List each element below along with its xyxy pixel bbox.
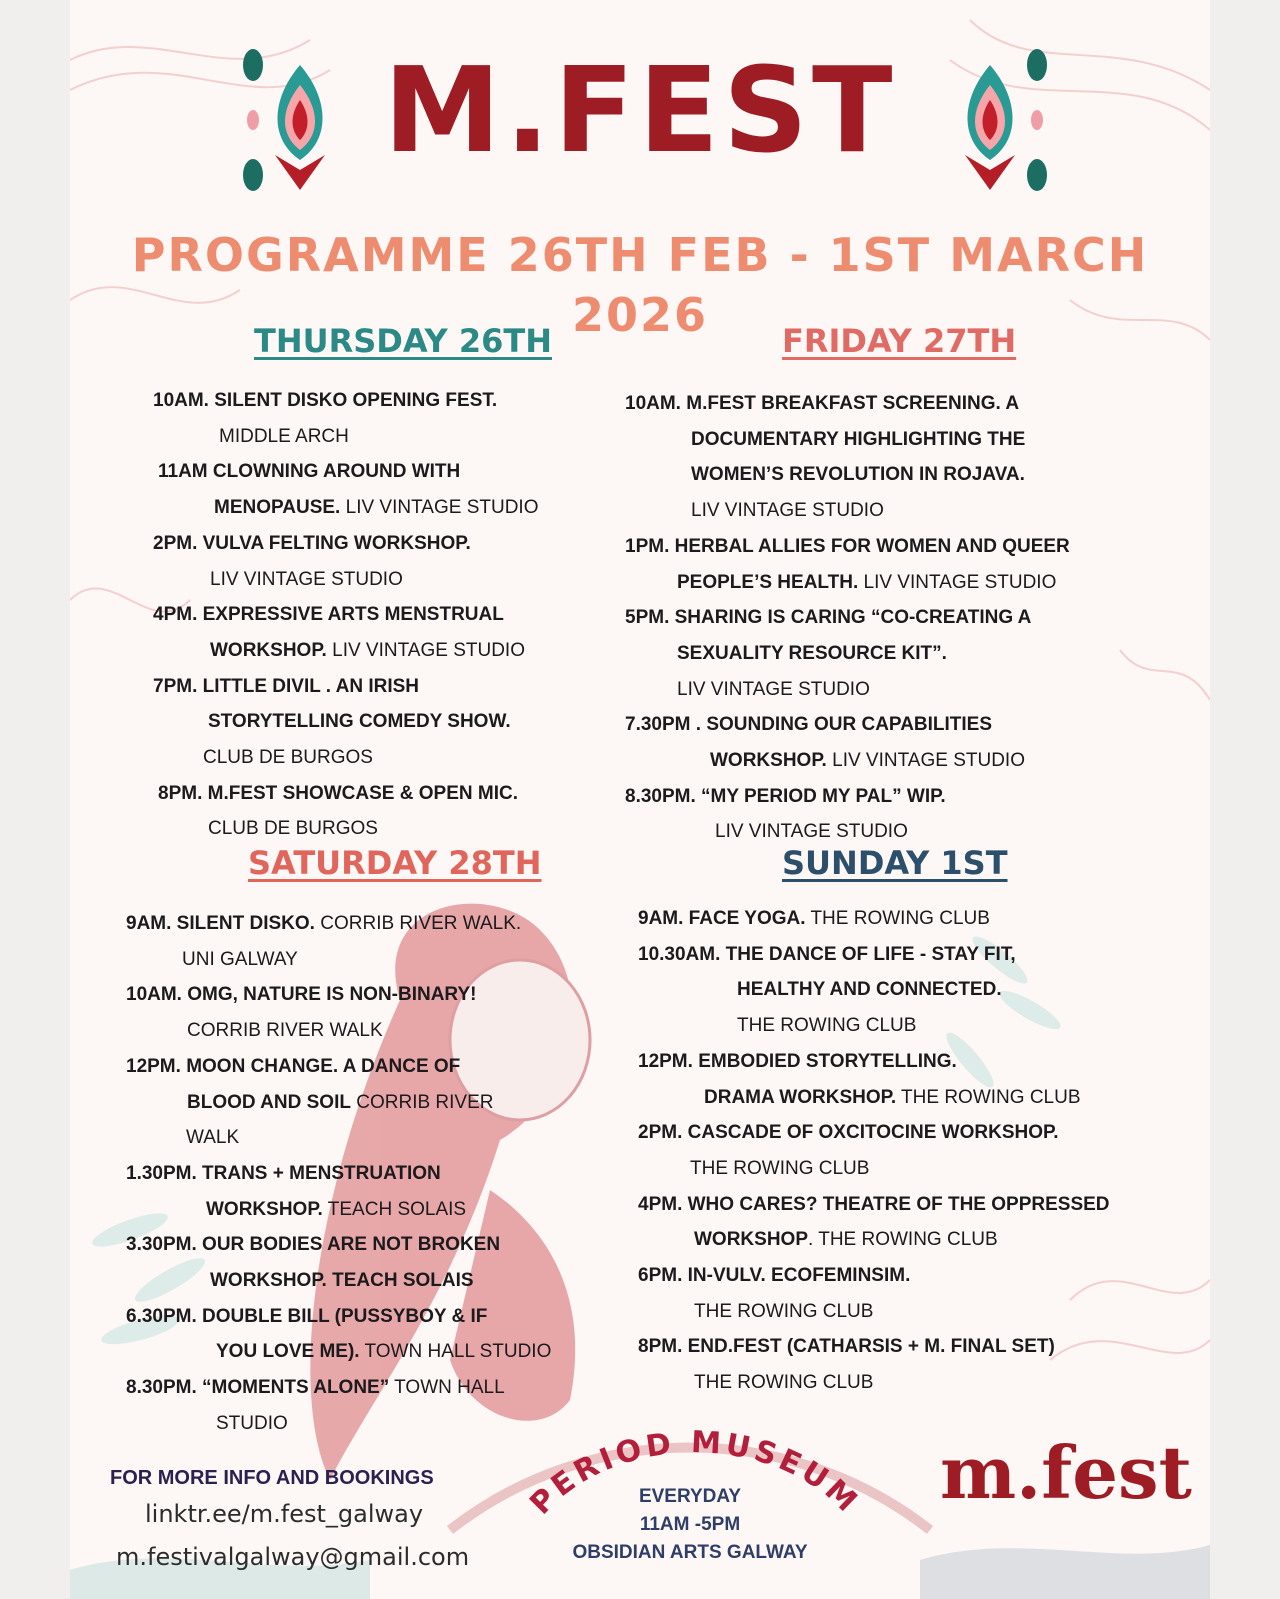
- event-line: [126, 1156, 551, 1192]
- event-item: [638, 1044, 1110, 1115]
- linktree-link[interactable]: linktr.ee/m.fest_galway: [145, 1500, 424, 1528]
- period-museum-info: [540, 1483, 840, 1567]
- event-line: [638, 1222, 1110, 1258]
- event-title: 6PM. IN-VULV. ECOFEMINSIM.: [638, 1265, 911, 1287]
- event-venue: LIV VINTAGE STUDIO: [715, 821, 908, 843]
- event-line: [638, 1365, 1110, 1401]
- event-venue: CLUB DE BURGOS: [203, 747, 373, 769]
- event-item: [625, 529, 1070, 600]
- event-line: [153, 383, 538, 419]
- event-item: [126, 1227, 551, 1298]
- event-title: 9AM. FACE YOGA.: [638, 908, 806, 929]
- event-line: [126, 1299, 551, 1335]
- event-item: [625, 600, 1070, 707]
- event-venue: CORRIB RIVER: [350, 1091, 494, 1113]
- sunday-events: [638, 901, 1110, 1401]
- event-line: [625, 457, 1070, 493]
- event-venue: THE ROWING CLUB: [805, 908, 990, 929]
- event-line: [638, 1151, 1110, 1187]
- event-title: PEOPLE’S HEALTH.: [677, 571, 859, 593]
- event-line: [638, 1008, 1110, 1044]
- event-line: [153, 597, 538, 633]
- event-item: [153, 669, 538, 776]
- event-line: [638, 937, 1110, 973]
- event-title: 9AM. SILENT DISKO.: [126, 913, 315, 934]
- event-venue: MIDDLE ARCH: [219, 425, 349, 447]
- event-title: 8PM. END.FEST (CATHARSIS + M. FINAL SET): [638, 1336, 1055, 1358]
- event-title: BLOOD AND SOIL: [187, 1091, 351, 1113]
- event-line: [638, 972, 1110, 1008]
- day-heading-sunday: SUNDAY 1ST: [782, 844, 1008, 882]
- event-line: [153, 562, 538, 598]
- event-title: WORKSHOP.: [710, 750, 827, 772]
- event-item: [126, 1370, 551, 1441]
- event-line: [153, 490, 538, 526]
- event-item: [126, 1299, 551, 1370]
- event-item: [625, 707, 1070, 778]
- event-title: 12PM. MOON CHANGE. A DANCE OF: [126, 1055, 461, 1077]
- day-heading-friday: FRIDAY 27TH: [782, 322, 1017, 360]
- museum-location: OBSIDIAN ARTS GALWAY: [572, 1542, 808, 1563]
- event-line: [126, 977, 551, 1013]
- event-line: [153, 669, 538, 705]
- event-line: [638, 901, 1110, 937]
- event-venue: LIV VINTAGE STUDIO: [340, 497, 539, 519]
- event-venue: UNI GALWAY: [182, 948, 298, 970]
- event-venue: THE ROWING CLUB: [694, 1372, 874, 1394]
- event-title: MENOPAUSE.: [214, 497, 341, 519]
- event-line: [153, 526, 538, 562]
- event-title: 8.30PM. “MOMENTS ALONE”: [126, 1377, 390, 1399]
- event-venue: CLUB DE BURGOS: [208, 818, 378, 840]
- event-line: [126, 1334, 551, 1370]
- event-line: [625, 672, 1070, 708]
- event-line: [625, 779, 1070, 815]
- event-title: DOCUMENTARY HIGHLIGHTING THE: [691, 428, 1026, 450]
- event-venue: LIV VINTAGE STUDIO: [326, 639, 525, 661]
- event-line: [638, 1294, 1110, 1330]
- event-line: [625, 493, 1070, 529]
- event-title: 10AM. OMG, NATURE IS NON-BINARY!: [126, 984, 477, 1006]
- event-line: [625, 814, 1070, 850]
- event-line: [625, 600, 1070, 636]
- event-title: SEXUALITY RESOURCE KIT”.: [677, 642, 947, 664]
- event-line: [638, 1115, 1110, 1151]
- event-title: 8PM. M.FEST SHOWCASE & OPEN MIC.: [158, 782, 518, 804]
- event-line: [625, 743, 1070, 779]
- event-item: [625, 386, 1070, 529]
- event-title: 7.30PM . SOUNDING OUR CAPABILITIES: [625, 714, 993, 736]
- event-line: [153, 740, 538, 776]
- info-label: FOR MORE INFO AND BOOKINGS: [110, 1467, 434, 1489]
- event-line: [126, 1013, 551, 1049]
- event-title: WORKSHOP.: [206, 1198, 323, 1220]
- event-venue: STUDIO: [216, 1412, 288, 1434]
- event-venue: THE ROWING CLUB: [737, 1015, 917, 1037]
- event-venue: LIV VINTAGE STUDIO: [691, 500, 884, 522]
- thursday-events: [153, 383, 538, 847]
- event-title: WOMEN’S REVOLUTION IN ROJAVA.: [691, 464, 1025, 486]
- mfest-logo: m.fest: [940, 1430, 1192, 1515]
- event-line: [153, 454, 538, 490]
- event-venue: . THE ROWING CLUB: [808, 1229, 998, 1251]
- event-item: [638, 901, 1110, 937]
- event-item: [153, 454, 538, 525]
- museum-days: EVERYDAY: [638, 1486, 742, 1507]
- event-title: 2PM. VULVA FELTING WORKSHOP.: [153, 532, 471, 554]
- day-heading-thursday: THURSDAY 26TH: [254, 322, 552, 360]
- event-line: [126, 906, 551, 942]
- event-line: [153, 776, 538, 812]
- event-line: [638, 1258, 1110, 1294]
- event-line: [126, 1192, 551, 1228]
- event-title: 4PM. WHO CARES? THEATRE OF THE OPPRESSED: [638, 1193, 1110, 1215]
- event-item: [638, 1115, 1110, 1186]
- event-line: [625, 529, 1070, 565]
- event-venue: THE ROWING CLUB: [896, 1086, 1081, 1108]
- event-line: [126, 1370, 551, 1406]
- event-line: [625, 707, 1070, 743]
- event-venue: CORRIB RIVER WALK: [187, 1020, 383, 1042]
- event-venue: TEACH SOLAIS: [322, 1198, 467, 1220]
- event-line: [126, 1263, 551, 1299]
- event-title: 10AM. M.FEST BREAKFAST SCREENING. A: [625, 393, 1020, 414]
- event-line: [638, 1080, 1110, 1116]
- event-title: HEALTHY AND CONNECTED.: [737, 979, 1002, 1001]
- event-venue: LIV VINTAGE STUDIO: [210, 568, 403, 590]
- event-title: 10.30AM. THE DANCE OF LIFE - STAY FIT,: [638, 943, 1016, 965]
- event-venue: THE ROWING CLUB: [694, 1300, 874, 1322]
- poster: [70, 0, 1210, 1599]
- museum-hours: 11AM -5PM: [639, 1514, 741, 1535]
- event-line: [126, 942, 551, 978]
- event-title: 12PM. EMBODIED STORYTELLING.: [638, 1050, 957, 1072]
- event-title: YOU LOVE ME).: [216, 1341, 360, 1363]
- event-title: 8.30PM. “MY PERIOD MY PAL” WIP.: [625, 785, 946, 807]
- saturday-events: [126, 906, 551, 1442]
- event-title: 10AM. SILENT DISKO OPENING FEST.: [153, 390, 498, 411]
- event-line: [126, 1049, 551, 1085]
- event-item: [126, 906, 551, 977]
- event-title: WORKSHOP. TEACH SOLAIS: [210, 1270, 474, 1292]
- event-item: [638, 1187, 1110, 1258]
- event-line: [625, 386, 1070, 422]
- event-line: [153, 811, 538, 847]
- email-link[interactable]: m.festivalgalway@gmail.com: [116, 1543, 470, 1571]
- event-line: [625, 565, 1070, 601]
- event-venue: WALK: [186, 1127, 240, 1149]
- event-line: [126, 1227, 551, 1263]
- event-item: [638, 1258, 1110, 1329]
- event-item: [638, 937, 1110, 1044]
- event-line: [126, 1085, 551, 1121]
- event-item: [153, 526, 538, 597]
- event-line: [153, 419, 538, 455]
- event-title: DRAMA WORKSHOP.: [704, 1086, 897, 1108]
- event-line: [625, 636, 1070, 672]
- event-venue: CORRIB RIVER WALK.: [314, 913, 522, 934]
- event-item: [126, 1156, 551, 1227]
- event-line: [126, 1406, 551, 1442]
- event-line: [153, 633, 538, 669]
- event-title: 7PM. LITTLE DIVIL . AN IRISH: [153, 675, 420, 697]
- event-item: [153, 597, 538, 668]
- event-line: [153, 704, 538, 740]
- event-title: WORKSHOP.: [210, 639, 327, 661]
- day-heading-saturday: SATURDAY 28TH: [248, 844, 542, 882]
- event-item: [625, 779, 1070, 850]
- programme-dates: PROGRAMME 26TH FEB - 1ST MARCH 2026: [131, 228, 1149, 342]
- event-line: [625, 422, 1070, 458]
- event-line: [126, 1120, 551, 1156]
- event-line: [638, 1329, 1110, 1365]
- event-venue: TOWN HALL: [389, 1377, 505, 1399]
- event-title: 1.30PM. TRANS + MENSTRUATION: [126, 1162, 441, 1184]
- event-venue: THE ROWING CLUB: [690, 1157, 870, 1179]
- event-title: 3.30PM. OUR BODIES ARE NOT BROKEN: [126, 1234, 501, 1256]
- event-title: 2PM. CASCADE OF OXCITOCINE WORKSHOP.: [638, 1122, 1059, 1144]
- event-venue: TOWN HALL STUDIO: [359, 1341, 552, 1363]
- event-line: [638, 1044, 1110, 1080]
- festival-title: M.FEST: [383, 41, 897, 179]
- event-title: 11AM CLOWNING AROUND WITH: [158, 461, 461, 483]
- event-item: [126, 1049, 551, 1156]
- event-venue: LIV VINTAGE STUDIO: [858, 571, 1057, 593]
- period-museum-title: PERIOD MUSEUM: [523, 1424, 867, 1522]
- event-title: WORKSHOP: [694, 1229, 808, 1251]
- event-item: [153, 776, 538, 847]
- event-title: 1PM. HERBAL ALLIES FOR WOMEN AND QUEER: [625, 535, 1070, 557]
- event-venue: LIV VINTAGE STUDIO: [677, 678, 870, 700]
- event-title: 4PM. EXPRESSIVE ARTS MENSTRUAL: [153, 604, 504, 626]
- event-title: 5PM. SHARING IS CARING “CO-CREATING A: [625, 607, 1032, 629]
- event-line: [638, 1187, 1110, 1223]
- event-item: [126, 977, 551, 1048]
- event-title: 6.30PM. DOUBLE BILL (PUSSYBOY & IF: [126, 1305, 488, 1327]
- event-title: STORYTELLING COMEDY SHOW.: [208, 711, 511, 733]
- event-venue: LIV VINTAGE STUDIO: [826, 750, 1025, 772]
- event-item: [638, 1329, 1110, 1400]
- friday-events: [625, 386, 1070, 850]
- event-item: [153, 383, 538, 454]
